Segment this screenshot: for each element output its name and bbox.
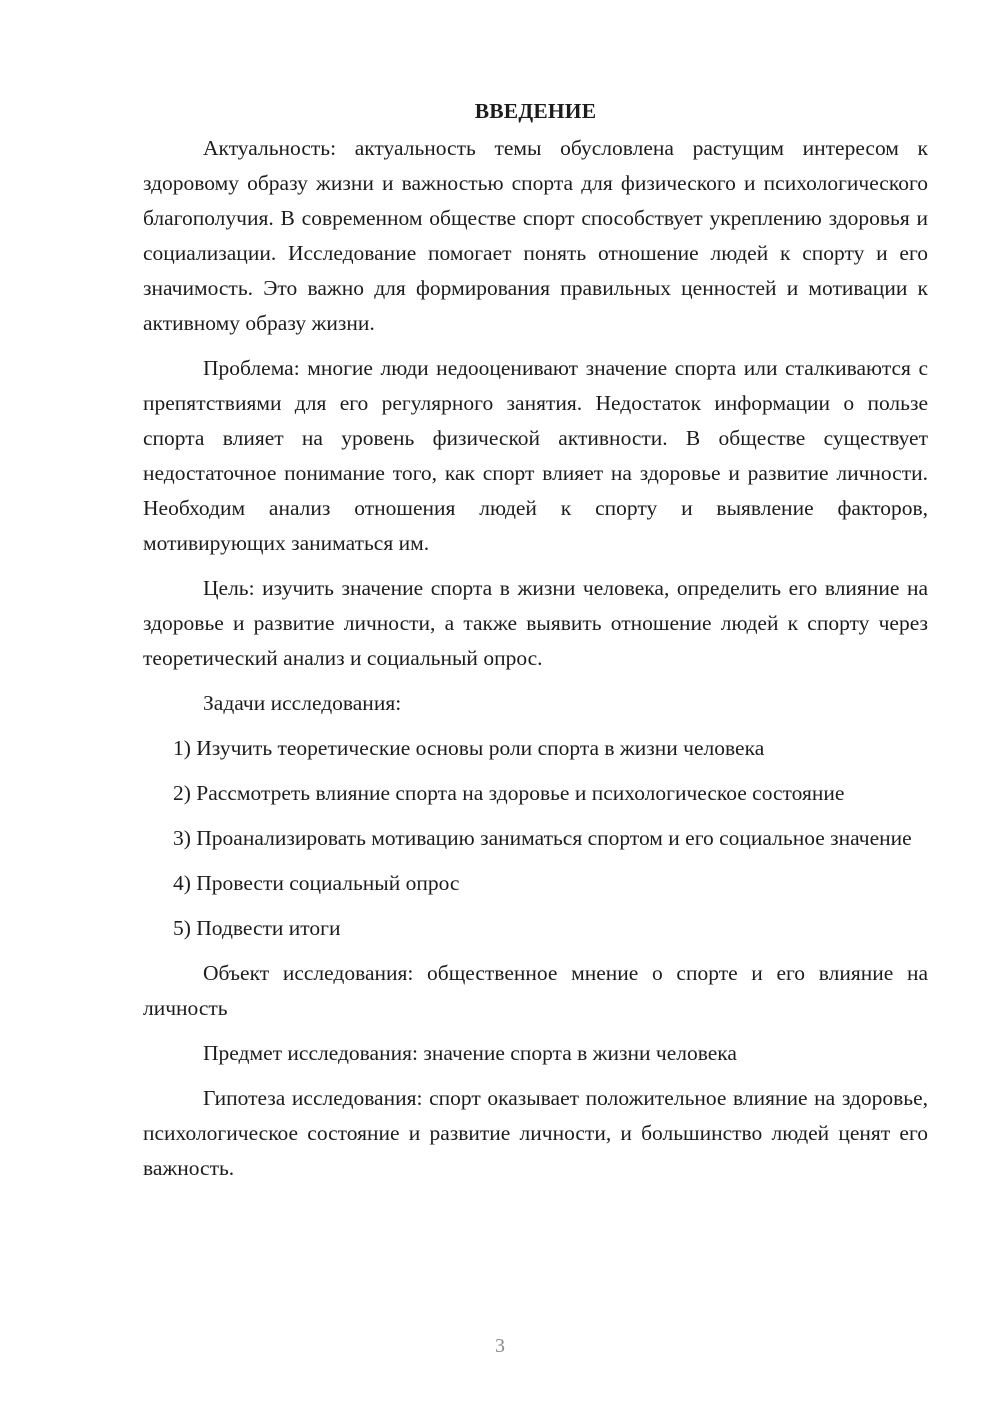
problem-paragraph: Проблема: многие люди недооценивают значение спорта или сталкиваются с препятствиями для его регулярного занятия. Недостаток информации о пользе спорта влияет на уровень физической активности. В обществе существует недостаточное понимание того, как спорт влияет на здоровье и развитие личности. Необходим анализ отношения людей к спорту и выявление факторов, мотивирующих заниматься им. — [143, 356, 928, 555]
document-page — [143, 96, 928, 1186]
section-title: ВВЕДЕНИЕ — [474, 99, 597, 123]
task-item-2: 2) Рассмотреть влияние спорта на здоровье и психологическое состояние — [173, 781, 845, 805]
hypothesis-paragraph: Гипотеза исследования: спорт оказывает положительное влияние на здоровье, психологическое состояние и развитие личности, и большинство людей ценят его важность. — [143, 1086, 928, 1180]
page-number: 3 — [495, 1335, 505, 1357]
subject-paragraph: Предмет исследования: значение спорта в жизни человека — [203, 1041, 737, 1065]
goal-paragraph: Цель: изучить значение спорта в жизни человека, определить его влияние на здоровье и развитие личности, а также выявить отношение людей к спорту через теоретический анализ и социальный опрос. — [143, 576, 928, 670]
tasks-heading: Задачи исследования: — [203, 691, 402, 715]
task-item-1: 1) Изучить теоретические основы роли спорта в жизни человека — [173, 736, 765, 760]
task-item-5: 5) Подвести итоги — [173, 916, 341, 940]
relevance-paragraph: Актуальность: актуальность темы обусловлена растущим интересом к здоровому образу жизни и важностью спорта для физического и психологического благополучия. В современном обществе спорт способствует укреплению здоровья и социализации. Исследование помогает понять отношение людей к спорту и его значимость. Это важно для формирования правильных ценностей и мотивации к активному образу жизни. — [143, 136, 928, 335]
object-paragraph: Объект исследования: общественное мнение о спорте и его влияние на личность — [143, 961, 928, 1020]
task-item-3: 3) Проанализировать мотивацию заниматься спортом и его социальное значение — [173, 826, 912, 850]
task-item-4: 4) Провести социальный опрос — [173, 871, 460, 895]
